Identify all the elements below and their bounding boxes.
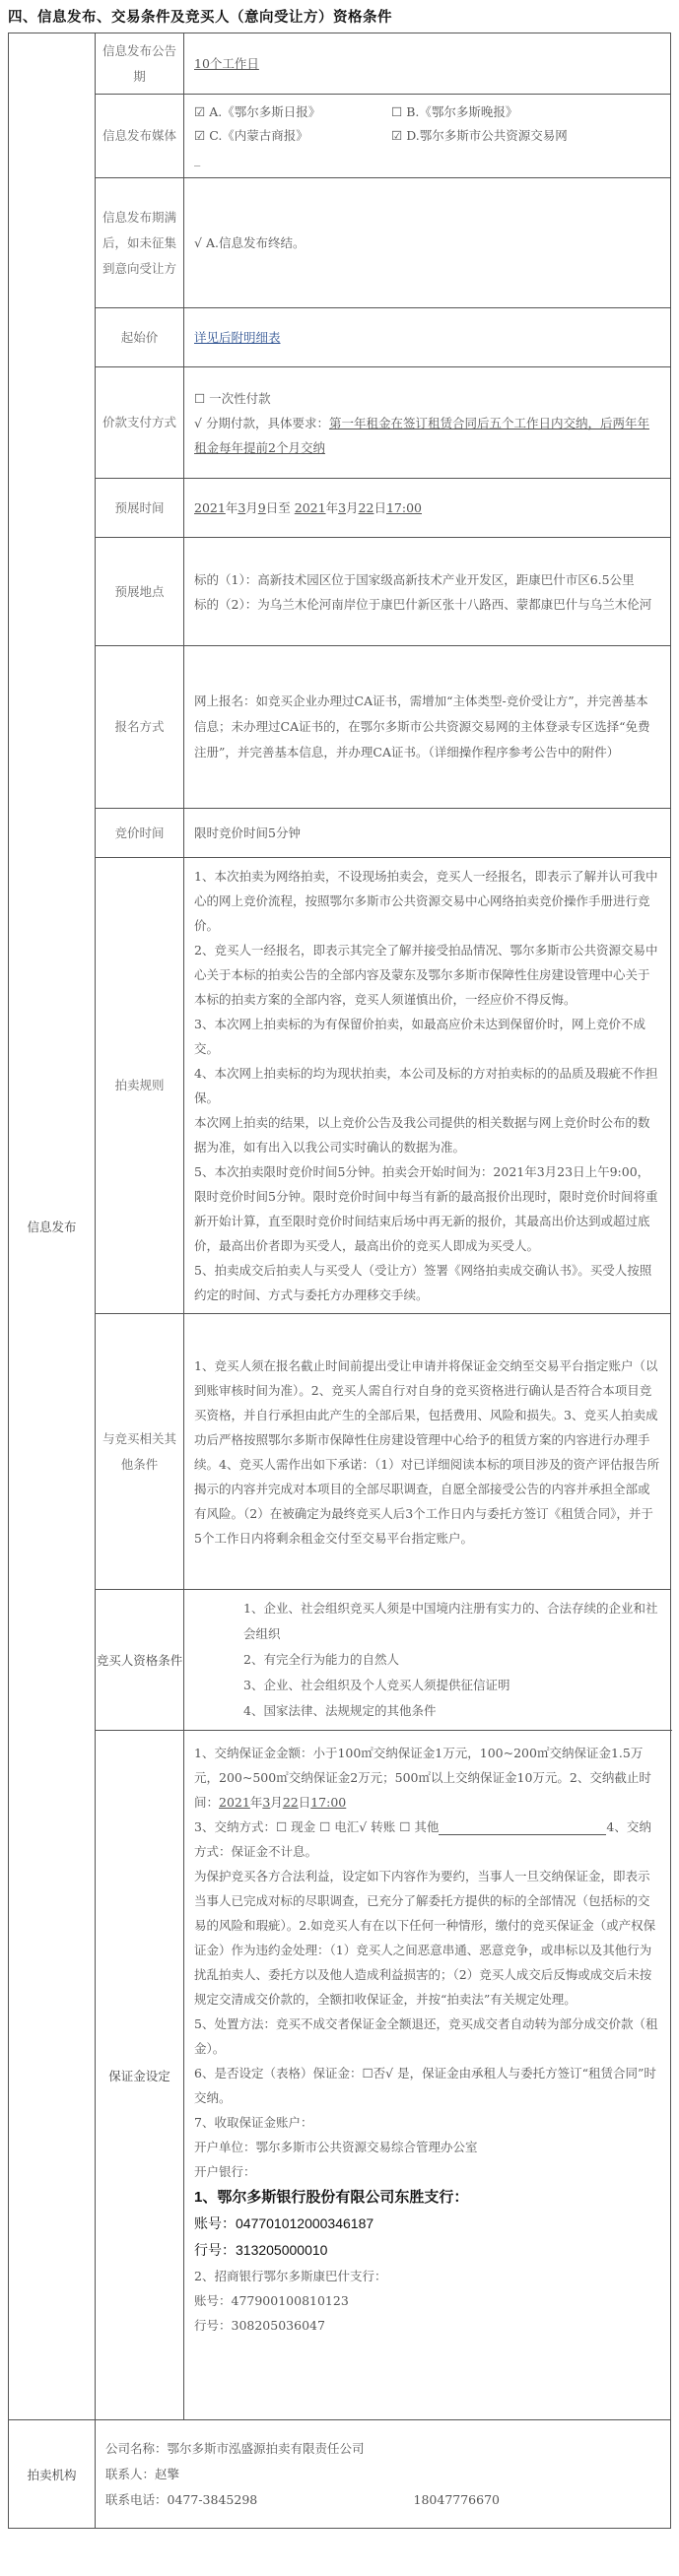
rules-value [184, 858, 671, 1314]
start-price-label: 起始价 [96, 308, 184, 367]
deposit-account-bank: 开户银行： [194, 2164, 256, 2179]
after-value: √ A.信息发布终结。 [184, 178, 671, 308]
preview-time-value [184, 479, 671, 538]
deposit-setting: 6、是否设定（表格）保证金：☐否√ 是，保证金由承租人与委托方签订“租赁合同”时交纳。 [194, 2066, 656, 2105]
payment-label: 价款支付方式 [96, 367, 184, 479]
org-phone [105, 2487, 660, 2513]
deposit-disposal: 5、处置方法：竞买不成交者保证金全额退还，竞买成交者自动转为部分成交价款（租金）。 [194, 2016, 658, 2056]
media-option-c-text: C.《内蒙古商报》 [209, 128, 308, 143]
org-contact: 联系人：赵擎 [105, 2466, 180, 2481]
section-label-deposit: 保证金设定 [96, 1731, 184, 2420]
row-after [9, 178, 671, 308]
start-price-value [184, 308, 671, 367]
preview-place-text2: 标的（2）：为乌兰木伦河南岸位于康巴什新区张十八路西、蒙都康巴什与乌兰木伦河 [194, 596, 652, 612]
section-label-qualification: 竞买人资格条件 [96, 1590, 184, 1731]
payment-installment-detail: 第一年租金在签订租赁合同后五个工作日内交纳，后两年年租金每年提前2个月交纳 [194, 415, 649, 455]
deposit-amount-text: 1、交纳保证金金额：小于100㎡交纳保证金1万元，100~200㎡交纳保证金1.5万元，200~500㎡交纳保证金2万元；500㎡以上交纳保证金10万元。2、交纳截止时间： [194, 1746, 651, 1810]
checkbox-checked-icon: ☑ [391, 128, 403, 143]
preview-text-year: 年 [225, 499, 238, 515]
period-value-text: 10个工作日 [194, 55, 259, 71]
rules-para-5: 本次网上拍卖的结果，以上竞价公告及我公司提供的相关数据与网上竞价时公布的数据为准，如有出入以我公司实时确认的数据为准。 [194, 1115, 650, 1155]
rules-para-1: 1、本次拍卖为网络拍卖，不设现场拍卖会，竞买人一经报名，即表示了解并认可我中心的网上竞价流程，按照鄂尔多斯市公共资源交易中心网络拍卖竞价操作手册进行竞价。 [194, 869, 658, 933]
org-phone-2: 18047776670 [413, 2491, 500, 2507]
deposit-account-title: 7、收取保证金账户： [194, 2115, 313, 2130]
org-company: 公司名称：鄂尔多斯市泓盛源拍卖有限责任公司 [105, 2440, 365, 2456]
bank1-account: 账号：047701012000346187 [194, 2215, 374, 2231]
media-option-b[interactable] [391, 100, 588, 124]
row-preview-place [9, 538, 671, 646]
deposit-text-month: 月 [270, 1795, 283, 1810]
rules-para-6: 5、本次拍卖限时竞价时间5分钟。拍卖会开始时间为：2021年3月23日上午9:00，限时竞价时间5分钟。限时竞价时间中每当有新的最高报价出现时，限时竞价时间将重新开始计算，直至限时竞价时间结束后场中再无新的报价，其最高出价达到或超过底价，最高出价者即为买受人，最高出价的竞买人即成为买受人。 [194, 1164, 658, 1253]
preview-end-month: 3 [338, 499, 347, 515]
preview-place-value [184, 538, 671, 646]
row-period [9, 33, 671, 95]
media-extra: _ [194, 152, 201, 166]
bank1-line-number: 行号：313205000010 [194, 2242, 328, 2258]
qualification-item: 3、企业、社会组织及个人竞买人须提供征信证明 [243, 1678, 510, 1692]
row-other-conditions [9, 1314, 671, 1590]
payment-option-installment [194, 411, 660, 460]
rules-para-3: 3、本次网上拍卖标的为有保留价拍卖，如最高应价未达到保留价时，网上竞价不成交。 [194, 1017, 645, 1056]
other-conditions-label: 与竞买相关其他条件 [96, 1314, 184, 1590]
bank1-name: 1、鄂尔多斯银行股份有限公司东胜支行： [194, 2189, 469, 2206]
deposit-other-blank [439, 1820, 606, 1835]
row-payment [9, 367, 671, 479]
row-media [9, 95, 671, 178]
deposit-amount [194, 1741, 660, 1815]
deposit-deadline-month: 3 [262, 1795, 271, 1810]
media-option-b-text: B.《鄂尔多斯晚报》 [406, 104, 518, 119]
deposit-terms: 为保护竞买各方合法利益，设定如下内容作为要约，当事人一旦交纳保证金，即表示当事人已完成对标的尽职调查，已充分了解委托方提供的标的全部情况（包括标的交易的风险和瑕疵）。2.如竞买人有在以下任何一种情形，缴付的竞买保证金（或产权保证金）作为违约金处理：（1）竞买人之间恶意串通、恶意竞争，或串标以及其他行为扰乱拍卖人、委托方以及他人造成利益损害的；（2）竞买人成交后反悔或成交后未按规定交清成交价款的，全额扣收保证金，并按“拍卖法”有关规定处理。 [194, 1869, 656, 2007]
deposit-text-day: 日 [298, 1795, 311, 1810]
deposit-deadline-day: 22 [282, 1795, 299, 1810]
deposit-method [194, 1815, 660, 1864]
media-label: 信息发布媒体 [96, 95, 184, 178]
preview-place-label: 预展地点 [96, 538, 184, 646]
section-label-org: 拍卖机构 [9, 2420, 96, 2529]
rules-para-4: 4、本次网上拍卖标的均为现状拍卖，本公司及标的方对拍卖标的的品质及瑕疵不作担保。 [194, 1066, 658, 1105]
preview-start-year: 2021 [194, 499, 226, 515]
signup-value: 网上报名：如竞买企业办理过CA证书，需增加“主体类型-竞价受让方”，并完善基本信息；未办理过CA证书的，在鄂尔多斯市公共资源交易网的主体登录专区选择“免费注册”，并完善基本信息，并办理CA证书。（详细操作程序参考公告中的附件） [184, 646, 671, 809]
other-conditions-value: 1、竞买人须在报名截止时间前提出受让申请并将保证金交纳至交易平台指定账户（以到账审核时间为准）。2、竞买人需自行对自身的竞买资格进行确认是否符合本项目竞买资格，并自行承担由此产生的全部后果，包括费用、风险和损失。3、竞买人拍卖成功后严格按照鄂尔多斯市保障性住房建设管理中心给予的租赁方案的内容进行办理手续。4、竞买人需作出如下承诺：（1）对已详细阅读本标的项目涉及的资产评估报告所揭示的内容并完成对本项目的全部尽职调查，自愿全部接受公告的内容并承担全部或有风险。（2）在被确定为最终竞买人后3个工作日内与委托方签订《租赁合同》，并于5个工作日内将剩余租金交付至交易平台指定账户。 [184, 1314, 671, 1590]
conditions-table [8, 33, 671, 2529]
period-label: 信息发布公告期 [96, 33, 184, 95]
org-phone-1: 0477-3845298 [167, 2491, 258, 2507]
payment-installment-prefix: √ 分期付款，具体要求： [194, 415, 329, 430]
qualification-list [184, 1590, 671, 1731]
rules-label: 拍卖规则 [96, 858, 184, 1314]
rules-para-7: 5、拍卖成交后拍卖人与买受人（受让方）签署《网络拍卖成交确认书》。买受人按照约定的时间、方式与委托方办理移交手续。 [194, 1263, 652, 1302]
deposit-text-year: 年 [249, 1795, 263, 1810]
row-start-price [9, 308, 671, 367]
bank2-account: 账号：477900100810123 [194, 2293, 349, 2308]
deposit-deadline-time: 17:00 [310, 1795, 347, 1810]
qualification-item: 1、企业、社会组织竞买人须是中国境内注册有实力的、合法存续的企业和社会组织 [243, 1601, 658, 1641]
preview-text-month2: 月 [346, 499, 359, 515]
preview-end-day: 22 [358, 499, 374, 515]
qualification-item: 4、国家法律、法规规定的其他条件 [243, 1703, 437, 1718]
deposit-account-holder: 开户单位：鄂尔多斯市公共资源交易综合管理办公室 [194, 2140, 478, 2154]
deposit-value [184, 1731, 671, 2420]
bidding-time-value: 限时竞价时间5分钟 [184, 809, 671, 858]
preview-text-day2: 日 [373, 499, 386, 515]
qualification-item: 2、有完全行为能力的自然人 [243, 1652, 399, 1667]
media-option-d[interactable] [391, 128, 568, 143]
row-qualifications [9, 1590, 671, 1731]
start-price-link[interactable]: 详见后附明细表 [194, 329, 281, 345]
preview-end-time: 17:00 [385, 499, 422, 515]
preview-place-text1: 标的（1）：高新技术园区位于国家级高新技术产业开发区，距康巴什市区6.5公里 [194, 571, 635, 587]
section-heading: 四、信息发布、交易条件及竞买人（意向受让方）资格条件 [8, 9, 392, 26]
org-phone-label: 联系电话： [105, 2491, 168, 2507]
preview-time-label: 预展时间 [96, 479, 184, 538]
section-label-info: 信息发布 [9, 33, 96, 2420]
media-option-a[interactable] [194, 100, 391, 124]
preview-text-to: 日至 [265, 499, 291, 515]
deposit-method-text: 3、交纳方式：☐ 现金 ☐ 电汇√ 转账 ☐ 其他 [194, 1819, 440, 1834]
checkbox-empty-icon: ☐ [391, 104, 403, 119]
after-label: 信息发布期满后，如未征集到意向受让方 [96, 178, 184, 308]
signup-label: 报名方式 [96, 646, 184, 809]
period-value [184, 33, 671, 95]
bank2-name: 2、招商银行鄂尔多斯康巴什支行： [194, 2269, 387, 2283]
payment-option-once: ☐ 一次性付款 [194, 390, 271, 406]
row-deposit [9, 1731, 671, 2420]
org-value [96, 2420, 671, 2529]
row-rules [9, 858, 671, 1314]
deposit-no-interest: 4、交纳方式：保证金不计息。 [194, 1819, 651, 1859]
media-option-a-text: A.《鄂尔多斯日报》 [209, 104, 321, 119]
row-bidding-time [9, 809, 671, 858]
rules-para-2: 2、竞买人一经报名，即表示其完全了解并接受拍品情况、鄂尔多斯市公共资源交易中心关于本标的拍卖公告的全部内容及蒙东及鄂尔多斯市保障性住房建设管理中心关于本标的拍卖方案的全部内容，竞买人须谨慎出价，一经应价不得反悔。 [194, 943, 658, 1007]
preview-text-month: 月 [245, 499, 258, 515]
media-option-c[interactable] [194, 124, 391, 148]
row-preview-time [9, 479, 671, 538]
row-signup [9, 646, 671, 809]
preview-end-year: 2021 [294, 499, 326, 515]
payment-value [184, 367, 671, 479]
row-auction-org [9, 2420, 671, 2529]
deposit-deadline-year: 2021 [219, 1795, 250, 1810]
checkbox-checked-icon: ☑ [194, 128, 206, 143]
preview-start-month: 3 [238, 499, 246, 515]
preview-text-year2: 年 [325, 499, 339, 515]
bidding-time-label: 竞价时间 [96, 809, 184, 858]
media-options [184, 95, 671, 178]
media-option-d-text: D.鄂尔多斯市公共资源交易网 [406, 128, 568, 143]
checkbox-checked-icon: ☑ [194, 104, 206, 119]
bank2-line-number: 行号：308205036047 [194, 2318, 325, 2333]
preview-start-day: 9 [257, 499, 266, 515]
